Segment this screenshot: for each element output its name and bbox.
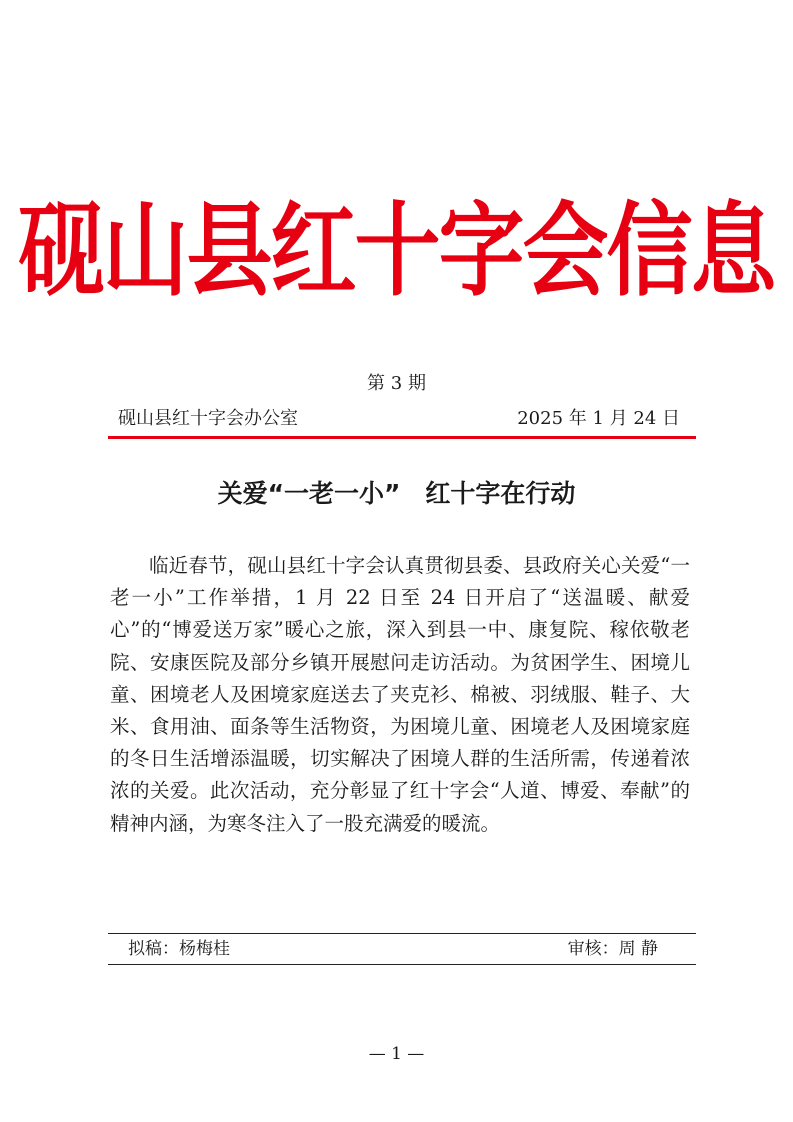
issue-number: 第 3 期: [367, 373, 426, 394]
footer-top-divider: [108, 933, 696, 934]
footer-bottom-divider: [108, 964, 696, 965]
publication-date: 2025 年 1 月 24 日: [517, 408, 680, 429]
masthead-title: 砚山县红十字会信息: [18, 193, 775, 311]
footer-credits: [128, 936, 658, 962]
header-divider: [108, 436, 696, 439]
article-title: 关爱“一老一小” 红十字在行动: [217, 479, 576, 508]
reviewer-credit: 审核：周 静: [567, 939, 658, 959]
drafter-credit: 拟稿：杨梅桂: [128, 939, 230, 959]
publication-meta: [118, 406, 680, 432]
publisher-name: 砚山县红十字会办公室: [118, 408, 298, 429]
article-body: 临近春节，砚山县红十字会认真贯彻县委、县政府关心关爱“一老一小”工作举措，1 月 22 日至 24 日开启了“送温暖、献爱心”的“博爱送万家”暖心之旅，深入到县一中、康复院、稼依敬老院、安康医院及部分乡镇开展慰问走访活动。为贫困学生、困境儿童、困境老人及困境家庭送去了夹克衫、棉被、羽绒服、鞋子、大米、食用油、面条等生活物资，为困境儿童、困境老人及困境家庭的冬日生活增添温暖，切实解决了困境人群的生活所需，传递着浓浓的关爱。此次活动，充分彰显了红十字会“人道、博爱、奉献”的精神内涵，为寒冬注入了一股充满爱的暖流。: [110, 554, 690, 835]
page-number: — 1 —: [368, 1044, 425, 1064]
